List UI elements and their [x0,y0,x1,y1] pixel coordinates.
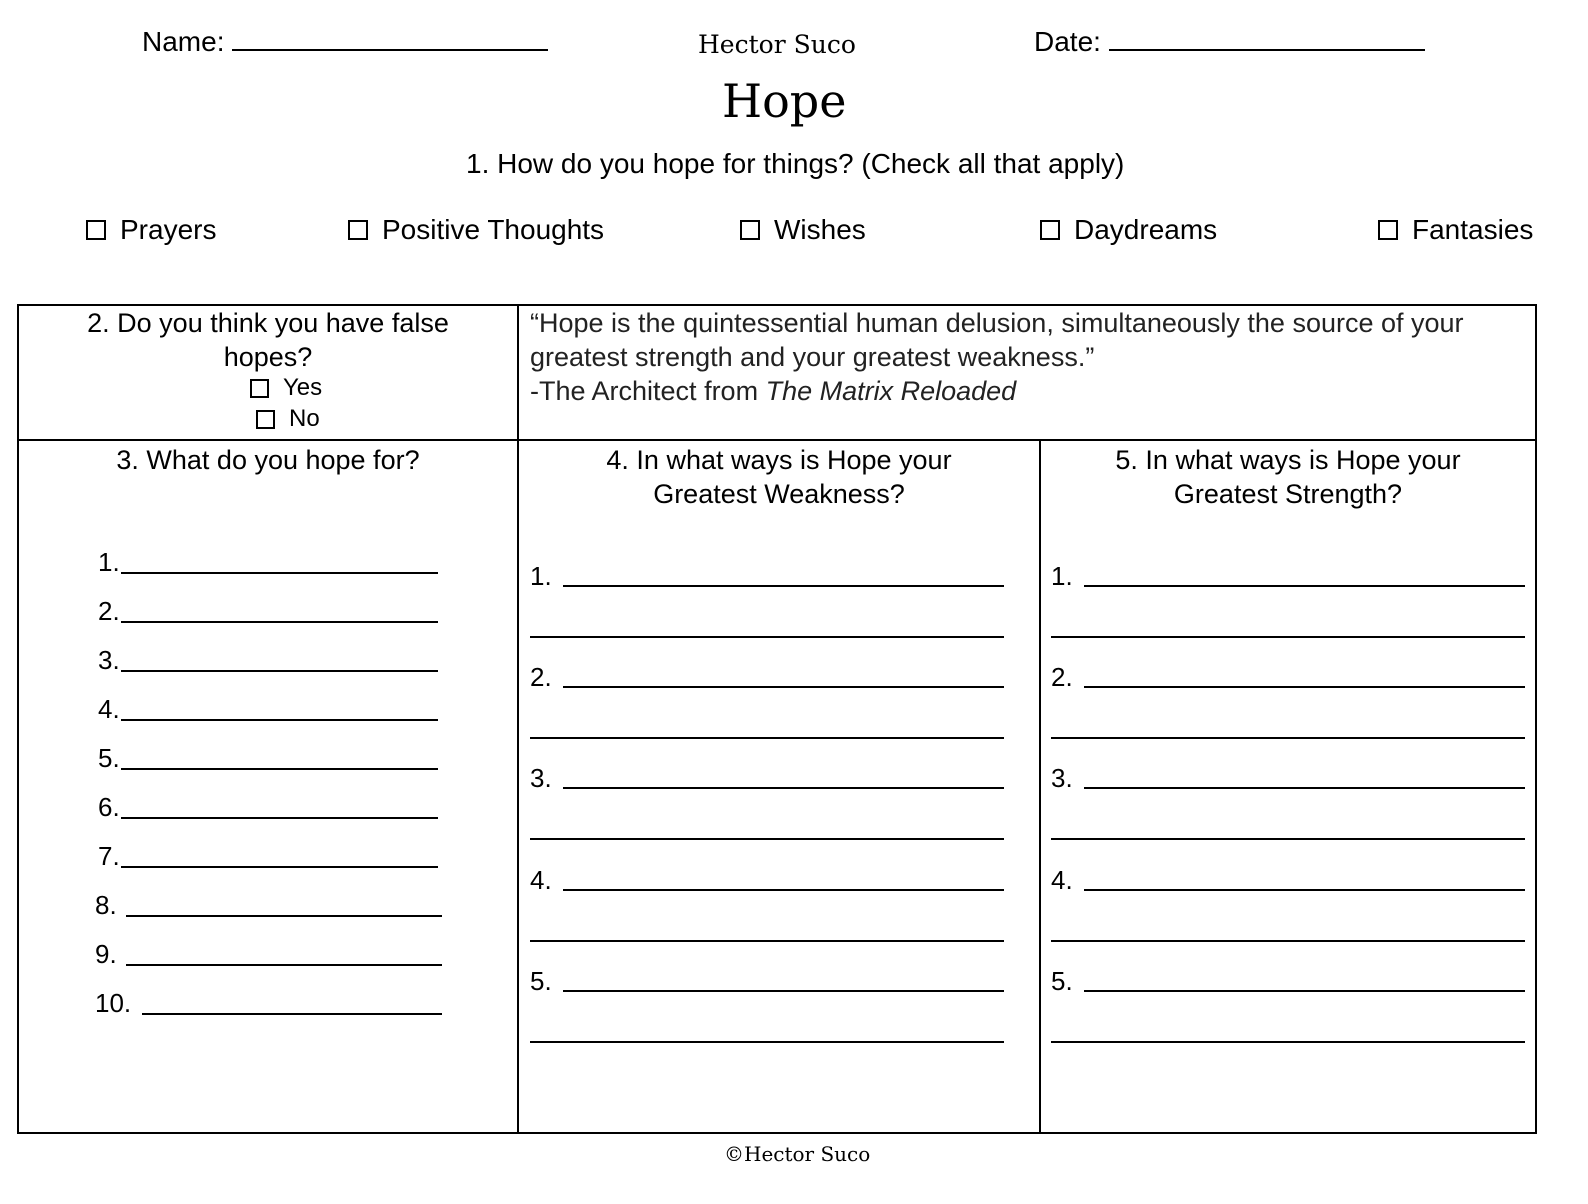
checkbox-icon[interactable] [86,220,106,240]
table-divider-1 [517,304,519,1134]
answer-line[interactable] [1051,737,1525,739]
table-border-middle [17,439,1537,441]
checkbox-icon[interactable] [740,220,760,240]
checkbox-icon[interactable] [250,379,269,398]
date-label: Date: [1034,26,1101,57]
answer-line[interactable] [121,670,438,672]
footer-copyright: ©Hector Suco [724,1142,871,1166]
date-blank-line[interactable] [1109,49,1425,51]
answer-line[interactable] [530,737,1004,739]
answer-line[interactable] [1051,838,1525,840]
answer-line[interactable] [1084,990,1525,992]
answer-line[interactable] [1084,686,1525,688]
answer-line[interactable] [563,585,1004,587]
answer-line[interactable] [1051,636,1525,638]
answer-line[interactable] [530,1041,1004,1043]
option-daydreams[interactable]: Daydreams [1040,214,1217,246]
question-4-prompt: 4. In what ways is Hope your Greatest Weakness? [606,445,952,509]
checkbox-icon[interactable] [348,220,368,240]
quote-text-line-1: “Hope is the quintessential human delusion, simultaneously the source of your [530,308,1464,338]
answer-line[interactable] [530,940,1004,942]
option-wishes[interactable]: Wishes [740,214,866,246]
checkbox-icon[interactable] [256,410,275,429]
answer-line[interactable] [1084,585,1525,587]
question-3-prompt: 3. What do you hope for? [116,445,420,475]
answer-line[interactable] [121,572,438,574]
name-label: Name: [142,26,225,57]
name-blank-line[interactable] [232,49,548,51]
option-positive-thoughts[interactable]: Positive Thoughts [348,214,604,246]
answer-line[interactable] [121,621,438,623]
author-name: Hector Suco [698,30,856,59]
date-field[interactable] [1034,26,1425,58]
quote-block [530,306,1464,408]
answer-line[interactable] [1051,940,1525,942]
answer-line[interactable] [1084,787,1525,789]
table-border-bottom [17,1132,1537,1134]
name-field[interactable] [142,26,548,58]
answer-line[interactable] [121,719,438,721]
quote-attribution: -The Architect from The Matrix Reloaded [530,376,1017,406]
checkbox-icon[interactable] [1378,220,1398,240]
answer-line[interactable] [563,889,1004,891]
answer-line[interactable] [121,866,438,868]
checkbox-icon[interactable] [1040,220,1060,240]
table-border-left [17,304,19,1134]
answer-line[interactable] [563,686,1004,688]
option-no[interactable]: No [256,405,320,433]
question-5-prompt: 5. In what ways is Hope your Greatest Strength? [1115,445,1461,509]
option-fantasies[interactable]: Fantasies [1378,214,1533,246]
question-2-prompt: 2. Do you think you have false hopes? [87,308,449,372]
answer-line[interactable] [142,1013,442,1015]
answer-line[interactable] [530,838,1004,840]
table-divider-2 [1039,439,1041,1134]
answer-line[interactable] [563,787,1004,789]
table-border-right [1535,304,1537,1134]
question-1-prompt: 1. How do you hope for things? (Check all that apply) [466,148,1125,179]
answer-line[interactable] [126,915,442,917]
answer-line[interactable] [1051,1041,1525,1043]
answer-line[interactable] [121,768,438,770]
answer-line[interactable] [126,964,442,966]
option-prayers[interactable]: Prayers [86,214,216,246]
answer-line[interactable] [563,990,1004,992]
quote-text-line-2: greatest strength and your greatest weakness.” [530,342,1095,372]
option-yes[interactable]: Yes [250,374,322,402]
answer-line[interactable] [121,817,438,819]
page-title: Hope [722,74,847,128]
answer-line[interactable] [530,636,1004,638]
answer-line[interactable] [1084,889,1525,891]
